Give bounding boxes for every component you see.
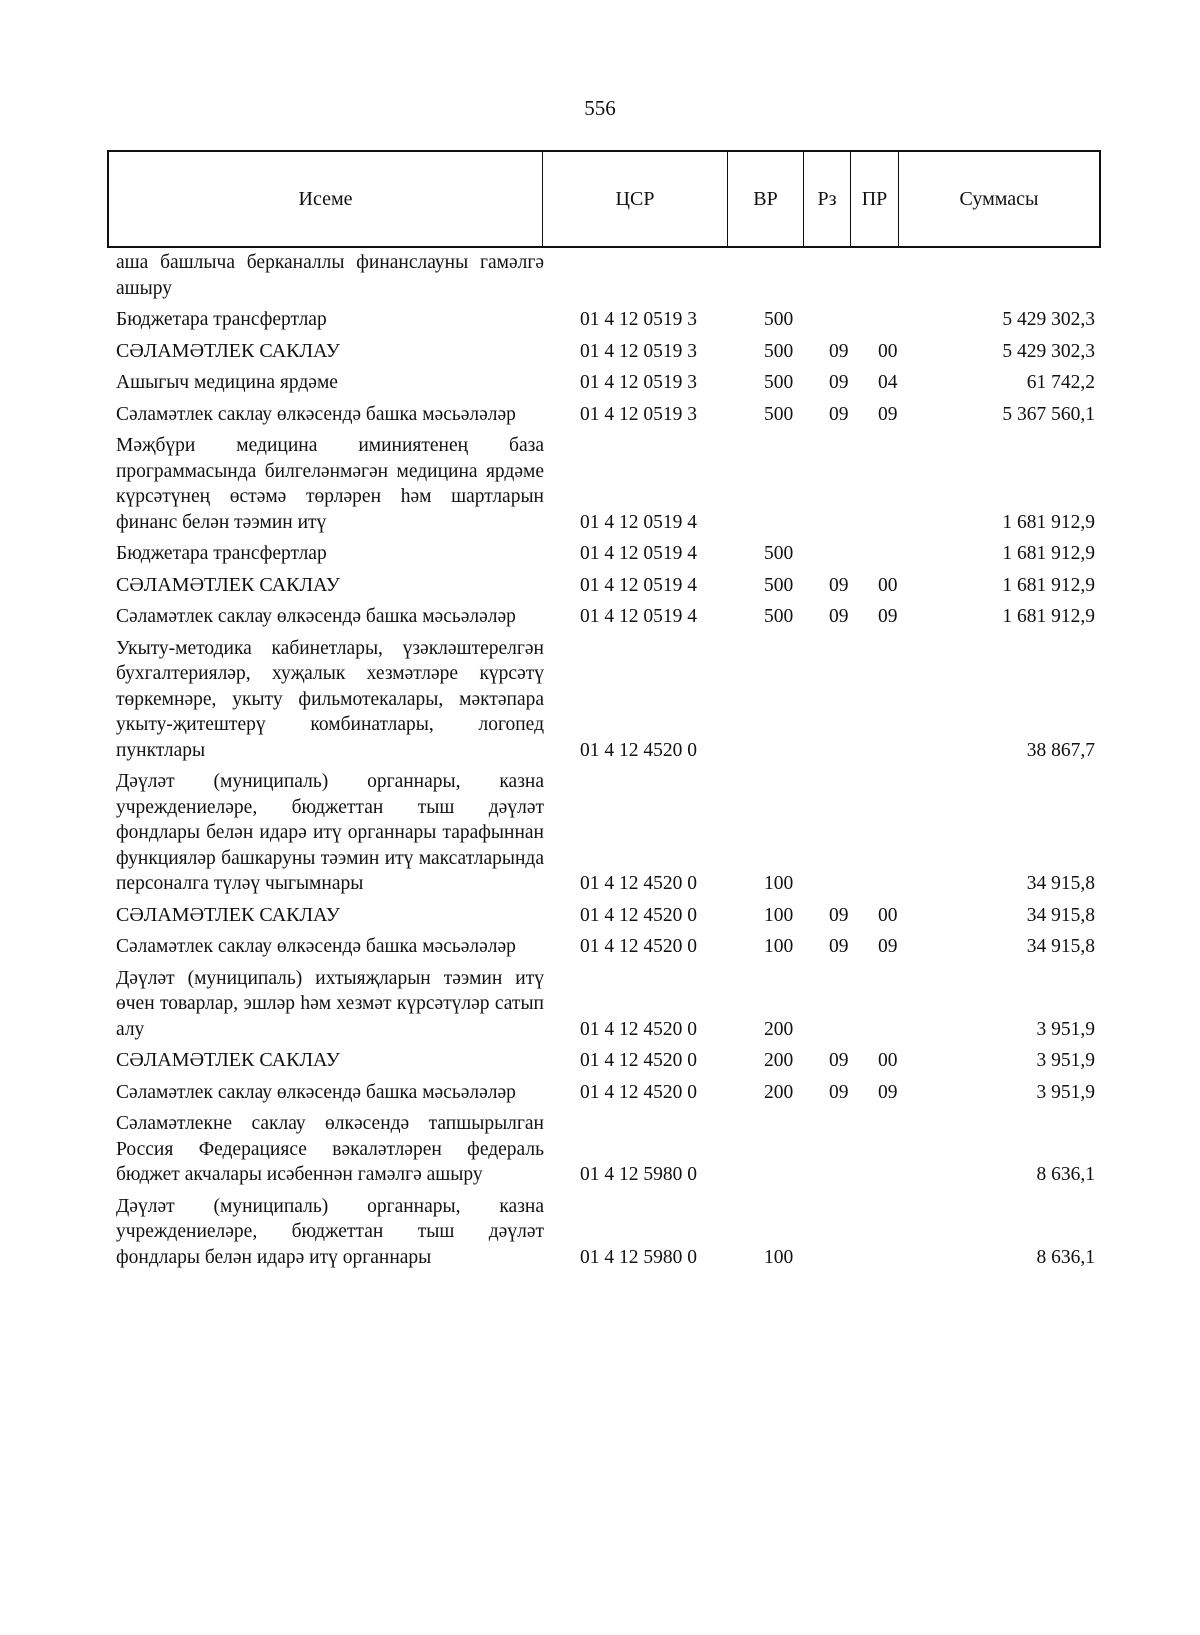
row-vr: 100 bbox=[764, 936, 794, 957]
row-name: Сәламәтлек саклау өлкәсендә башка мәсьәләләр bbox=[116, 403, 516, 425]
header-csr: ЦСР bbox=[543, 152, 728, 246]
table-row bbox=[0, 903, 1200, 935]
row-vr: 500 bbox=[764, 340, 794, 362]
table-body bbox=[0, 250, 1200, 1276]
table-row bbox=[0, 1194, 1200, 1277]
row-csr: 01 4 12 4520 0 bbox=[580, 873, 697, 894]
row-pr: 09 bbox=[878, 403, 898, 425]
row-vr: 100 bbox=[764, 904, 794, 926]
row-csr: 01 4 12 5980 0 bbox=[580, 1246, 697, 1268]
row-sum: 1 681 912,9 bbox=[1002, 511, 1095, 533]
row-sum: 3 951,9 bbox=[1036, 1018, 1095, 1040]
row-sum: 34 915,8 bbox=[1026, 873, 1095, 894]
header-sum: Суммасы bbox=[959, 187, 1039, 210]
row-name: Сәламәтлек саклау өлкәсендә башка мәсьәләләр bbox=[116, 606, 516, 627]
row-pr: 00 bbox=[878, 904, 898, 926]
row-name: Сәламәтлек саклау өлкәсендә башка мәсьәләләр bbox=[116, 936, 516, 957]
row-csr: 01 4 12 0519 3 bbox=[580, 372, 697, 393]
row-name: СӘЛАМӘТЛЕК САКЛАУ bbox=[116, 1049, 340, 1071]
row-pr: 04 bbox=[878, 372, 898, 393]
row-vr: 100 bbox=[764, 1246, 794, 1268]
table-row bbox=[0, 370, 1200, 402]
row-pr: 00 bbox=[878, 1050, 898, 1071]
row-sum: 8 636,1 bbox=[1036, 1246, 1095, 1268]
row-name: Дәүләт (муниципаль) органнары, казна учреждениеләре, бюджеттан тыш дәүләт фондлары белән идарә итү органнары тарафыннан функцияләр башкаруны тәэмин итү максатларында персоналга түләү чыгымнары bbox=[116, 771, 544, 894]
row-vr: 500 bbox=[764, 574, 794, 596]
table-row bbox=[0, 934, 1200, 966]
row-csr: 01 4 12 4520 0 bbox=[580, 1081, 697, 1103]
table-row bbox=[0, 250, 1200, 307]
row-name: СӘЛАМӘТЛЕК САКЛАУ bbox=[116, 903, 340, 926]
table-row bbox=[0, 636, 1200, 770]
row-csr: 01 4 12 0519 4 bbox=[580, 543, 697, 564]
row-vr: 500 bbox=[764, 372, 794, 393]
row-csr: 01 4 12 4520 0 bbox=[580, 904, 697, 926]
header-pr: ПР bbox=[851, 152, 899, 246]
row-csr: 01 4 12 0519 4 bbox=[580, 574, 697, 596]
header-rz: Рз bbox=[804, 152, 851, 246]
row-pr: 09 bbox=[878, 606, 898, 627]
row-pr: 09 bbox=[878, 1081, 898, 1103]
row-pr: 09 bbox=[878, 936, 898, 957]
table-row bbox=[0, 1048, 1200, 1080]
table-row bbox=[0, 541, 1200, 573]
row-csr: 01 4 12 0519 3 bbox=[580, 309, 697, 330]
row-name: Дәүләт (муниципаль) органнары, казна учреждениеләре, бюджеттан тыш дәүләт фондлары белән идарә итү органнары bbox=[116, 1195, 544, 1268]
row-sum: 5 367 560,1 bbox=[1002, 403, 1095, 425]
row-csr: 01 4 12 0519 4 bbox=[580, 511, 697, 533]
row-rz: 09 bbox=[829, 1081, 849, 1103]
page-number: 556 bbox=[584, 96, 616, 120]
row-rz: 09 bbox=[829, 1050, 849, 1071]
row-name: Дәүләт (муниципаль) ихтыяҗларын тәэмин итү өчен товарлар, эшләр һәм хезмәт күрсәтүләр сатып алу bbox=[116, 967, 544, 1040]
row-vr: 500 bbox=[764, 543, 794, 564]
row-csr: 01 4 12 4520 0 bbox=[580, 739, 697, 761]
row-name: Бюджетара трансфертлар bbox=[116, 309, 327, 330]
row-rz: 09 bbox=[829, 936, 849, 957]
row-sum: 61 742,2 bbox=[1026, 372, 1095, 393]
table-row bbox=[0, 1111, 1200, 1194]
row-csr: 01 4 12 4520 0 bbox=[580, 936, 697, 957]
row-name: Укыту-методика кабинетлары, үзәкләштерелгән бухгалтерияләр, хуҗалык хезмәтләре күрсәтү төркемнәре, укыту фильмотекалары, мәктәпара укыту-җитештерү комбинатлары, логопед пунктлары bbox=[116, 637, 544, 761]
table-row bbox=[0, 1080, 1200, 1112]
row-csr: 01 4 12 0519 3 bbox=[580, 340, 697, 362]
row-name: Мәҗбүри медицина иминиятенең база программасында билгеләнмәгән медицина ярдәме күрсәтүнең өстәмә төрләрен һәм шартларын финанс белән тәэмин итү bbox=[116, 435, 544, 533]
row-name: Сәламәтлек саклау өлкәсендә башка мәсьәләләр bbox=[116, 1081, 516, 1103]
row-vr: 500 bbox=[764, 309, 794, 330]
header-name: Исеме bbox=[109, 152, 543, 246]
row-sum: 1 681 912,9 bbox=[1002, 606, 1095, 627]
row-pr: 00 bbox=[878, 574, 898, 596]
row-sum: 3 951,9 bbox=[1036, 1081, 1095, 1103]
row-rz: 09 bbox=[829, 372, 849, 393]
row-name: аша башлыча берканаллы финанслауны гамәлгә ашыру bbox=[116, 252, 544, 299]
table-header bbox=[107, 150, 1101, 248]
row-vr: 200 bbox=[764, 1081, 794, 1103]
table-row bbox=[0, 307, 1200, 339]
row-vr: 200 bbox=[764, 1018, 794, 1040]
table-row bbox=[0, 573, 1200, 605]
row-sum: 1 681 912,9 bbox=[1002, 574, 1095, 596]
row-name: СӘЛАМӘТЛЕК САКЛАУ bbox=[116, 573, 340, 596]
row-vr: 500 bbox=[764, 606, 794, 627]
table-row bbox=[0, 433, 1200, 541]
row-sum: 3 951,9 bbox=[1036, 1050, 1095, 1071]
row-vr: 500 bbox=[764, 403, 794, 425]
table-row bbox=[0, 769, 1200, 903]
row-sum: 1 681 912,9 bbox=[1002, 543, 1095, 564]
table-row bbox=[0, 339, 1200, 371]
row-sum: 8 636,1 bbox=[1036, 1164, 1095, 1185]
row-csr: 01 4 12 0519 4 bbox=[580, 606, 697, 627]
row-rz: 09 bbox=[829, 904, 849, 926]
row-rz: 09 bbox=[829, 340, 849, 362]
row-name: Ашыгыч медицина ярдәме bbox=[116, 372, 338, 393]
row-csr: 01 4 12 5980 0 bbox=[580, 1164, 697, 1185]
row-rz: 09 bbox=[829, 403, 849, 425]
row-pr: 00 bbox=[878, 340, 898, 362]
header-vr: ВР bbox=[728, 152, 804, 246]
row-name: СӘЛАМӘТЛЕК САКЛАУ bbox=[116, 339, 340, 362]
row-sum: 38 867,7 bbox=[1026, 739, 1095, 761]
row-vr: 200 bbox=[764, 1050, 794, 1071]
row-sum: 34 915,8 bbox=[1026, 904, 1095, 926]
row-sum: 5 429 302,3 bbox=[1002, 340, 1095, 362]
row-rz: 09 bbox=[829, 574, 849, 596]
table-row bbox=[0, 402, 1200, 434]
row-csr: 01 4 12 4520 0 bbox=[580, 1018, 697, 1040]
table-row bbox=[0, 604, 1200, 636]
row-vr: 100 bbox=[764, 873, 794, 894]
row-sum: 34 915,8 bbox=[1026, 936, 1095, 957]
row-rz: 09 bbox=[829, 606, 849, 627]
row-sum: 5 429 302,3 bbox=[1002, 309, 1095, 330]
row-name: Сәламәтлекне саклау өлкәсендә тапшырылган Россия Федерациясе вәкаләтләрен федераль бюджет акчалары исәбеннән гамәлгә ашыру bbox=[116, 1113, 544, 1185]
row-name: Бюджетара трансфертлар bbox=[116, 543, 327, 564]
row-csr: 01 4 12 4520 0 bbox=[580, 1050, 697, 1071]
row-csr: 01 4 12 0519 3 bbox=[580, 403, 697, 425]
table-row bbox=[0, 966, 1200, 1049]
